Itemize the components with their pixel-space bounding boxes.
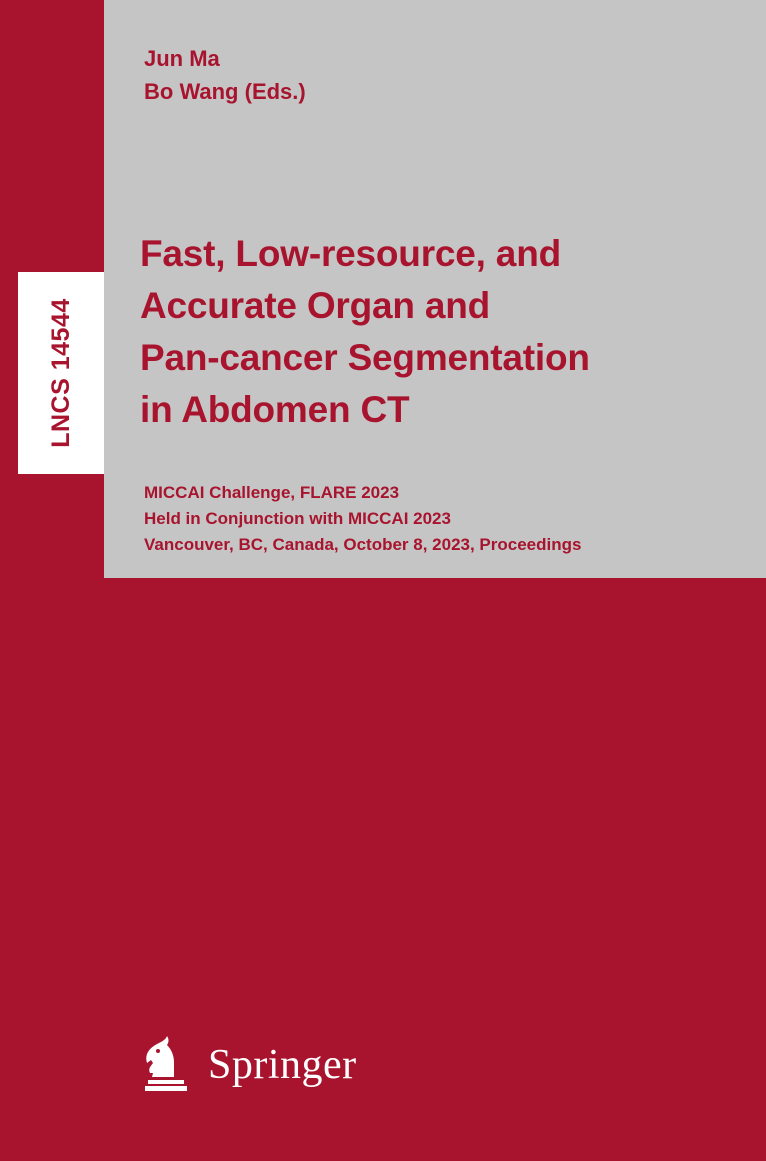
editor-name: Bo Wang (Eds.) [144,79,306,104]
title-line: Pan-cancer Segmentation [140,337,590,378]
title-line: Fast, Low-resource, and [140,233,561,274]
series-number-box [18,272,104,474]
left-accent-band [0,0,18,1161]
publisher-logo [136,1030,357,1100]
subtitle-line: Held in Conjunction with MICCAI 2023 [144,509,451,528]
cover-content-area [104,0,766,578]
subtitle-line: Vancouver, BC, Canada, October 8, 2023, Proceedings [144,535,582,554]
book-title [140,228,750,436]
title-line: in Abdomen CT [140,389,410,430]
publisher-name: Springer [208,1042,357,1088]
series-number-label: LNCS 14544 [46,298,75,448]
editors-block [144,42,306,108]
left-red-block-bottom [18,474,104,1161]
editor-name: Jun Ma [144,46,220,71]
book-subtitle [144,480,581,558]
title-line: Accurate Organ and [140,285,491,326]
left-red-block-top [18,0,104,272]
springer-knight-icon [136,1034,196,1096]
subtitle-line: MICCAI Challenge, FLARE 2023 [144,483,400,502]
